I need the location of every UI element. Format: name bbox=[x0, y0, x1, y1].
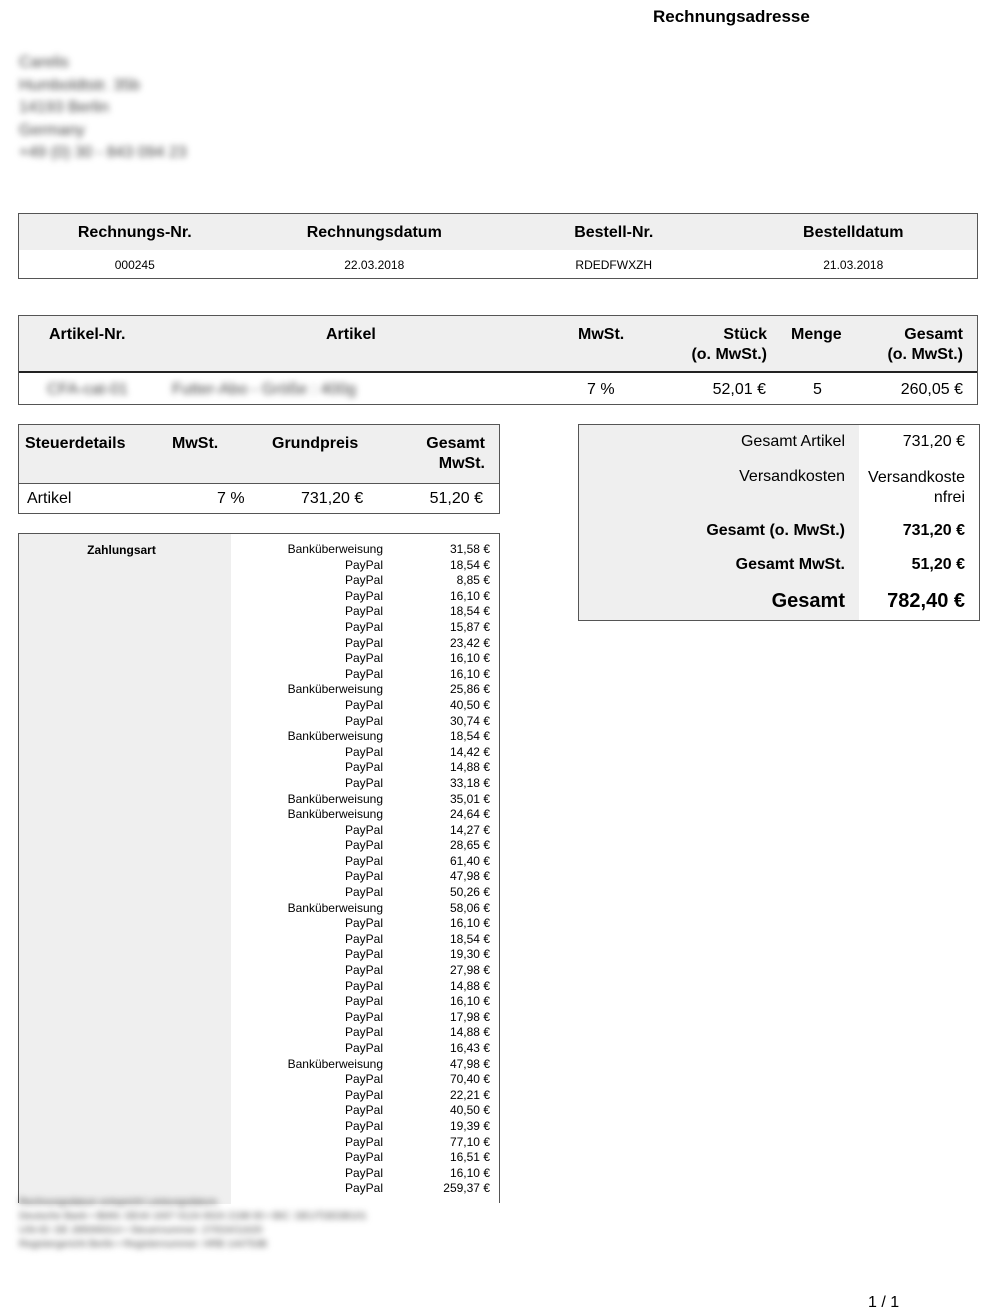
order-date: 21.03.2018 bbox=[823, 258, 884, 272]
header-invoice-number: Rechnungs-Nr. bbox=[77, 224, 192, 241]
payment-method: PayPal bbox=[344, 1181, 383, 1196]
footer bbox=[19, 1196, 367, 1252]
payment-method: PayPal bbox=[344, 775, 383, 790]
payment-method: PayPal bbox=[344, 744, 383, 759]
billing-address-title: Rechnungsadresse bbox=[653, 7, 810, 26]
invoice-number: 000245 bbox=[114, 258, 155, 272]
tax-details-row bbox=[19, 484, 499, 514]
payment-amount: 14,42 € bbox=[449, 744, 490, 759]
payment-method: Banküberweisung bbox=[287, 682, 383, 697]
payment-method: PayPal bbox=[344, 1087, 383, 1102]
invoice-info-row bbox=[19, 250, 977, 280]
payment-method: PayPal bbox=[344, 931, 383, 946]
item-quantity: 5 bbox=[813, 381, 822, 398]
payment-method: PayPal bbox=[344, 651, 383, 666]
grand-total-value: 782,40 € bbox=[887, 590, 965, 612]
payment-amount: 35,01 € bbox=[449, 791, 490, 806]
payment-method: PayPal bbox=[344, 619, 383, 634]
payment-table bbox=[18, 533, 500, 1203]
footer-line: USt-ID: DE 285069314 • Steuernummer: 27/024/11620 bbox=[19, 1225, 263, 1236]
payment-amount: 16,43 € bbox=[449, 1041, 490, 1055]
payment-method: Banküberweisung bbox=[287, 807, 383, 822]
payment-amount: 50,26 € bbox=[449, 885, 490, 900]
item-article-name: Futter-Abo - Größe : 400g bbox=[172, 381, 357, 398]
tax-row-base: 731,20 € bbox=[301, 490, 364, 507]
item-row bbox=[19, 373, 977, 406]
payment-method: PayPal bbox=[344, 1150, 383, 1165]
header-unit-price-l1: Stück bbox=[723, 326, 767, 343]
payment-method: PayPal bbox=[344, 1118, 383, 1133]
header-base-price: Grundpreis bbox=[272, 435, 359, 452]
payment-method: Banküberweisung bbox=[287, 542, 383, 556]
header-vat-total-l2: MwSt. bbox=[438, 455, 485, 472]
item-line-total: 260,05 € bbox=[900, 381, 963, 398]
payment-amount: 47,98 € bbox=[449, 1056, 490, 1071]
payment-amount: 18,54 € bbox=[449, 931, 490, 946]
payment-label-column bbox=[19, 534, 231, 1204]
payment-amount: 25,86 € bbox=[449, 682, 490, 697]
address-line: Carelis bbox=[19, 54, 69, 71]
payment-amount: 16,10 € bbox=[449, 994, 490, 1009]
payment-method: Banküberweisung bbox=[287, 791, 383, 806]
tax-details-header bbox=[19, 425, 499, 484]
header-order-number: Bestell-Nr. bbox=[574, 224, 654, 241]
net-total-label: Gesamt (o. MwSt.) bbox=[706, 522, 845, 539]
payment-amount: 17,98 € bbox=[449, 1009, 490, 1024]
grand-total-label: Gesamt bbox=[771, 590, 845, 612]
shipping-value bbox=[868, 468, 965, 508]
payment-method: PayPal bbox=[344, 947, 383, 962]
payment-method: PayPal bbox=[344, 604, 383, 619]
payment-amount: 40,50 € bbox=[449, 697, 490, 712]
payment-method: PayPal bbox=[344, 1103, 383, 1118]
items-header bbox=[19, 316, 977, 373]
payment-method: Banküberweisung bbox=[287, 900, 383, 915]
footer-line: Rechnungsdatum entspricht Leistungsdatum. bbox=[19, 1197, 220, 1208]
payment-method: PayPal bbox=[344, 1009, 383, 1024]
totals-box bbox=[578, 424, 980, 621]
payment-amount: 27,98 € bbox=[449, 963, 490, 978]
payment-method: PayPal bbox=[344, 557, 383, 572]
invoice-info-table bbox=[18, 213, 978, 279]
payment-method: PayPal bbox=[344, 588, 383, 603]
payment-method: PayPal bbox=[344, 635, 383, 650]
total-articles-label: Gesamt Artikel bbox=[740, 433, 845, 450]
address-block bbox=[19, 52, 187, 165]
header-article-number: Artikel-Nr. bbox=[49, 326, 126, 343]
payment-amount: 14,88 € bbox=[449, 978, 490, 993]
payment-method: PayPal bbox=[344, 838, 383, 853]
payment-amount: 18,54 € bbox=[449, 557, 490, 572]
tax-row-label: Artikel bbox=[27, 490, 72, 507]
tax-details-table bbox=[18, 424, 500, 514]
payment-amount: 40,50 € bbox=[449, 1103, 490, 1118]
item-article-number: CFA-cat-01 bbox=[47, 381, 128, 398]
vat-total-label: Gesamt MwSt. bbox=[735, 556, 845, 573]
payment-amount: 15,87 € bbox=[449, 619, 490, 634]
payment-amount: 24,64 € bbox=[449, 807, 490, 822]
payment-amount: 22,21 € bbox=[449, 1087, 490, 1102]
address-line: Germany bbox=[19, 121, 85, 139]
payment-amount: 16,10 € bbox=[449, 651, 490, 666]
payment-method: PayPal bbox=[344, 853, 383, 868]
payment-amount: 16,10 € bbox=[449, 1165, 490, 1180]
payment-amount: 16,51 € bbox=[449, 1150, 490, 1165]
header-vat: MwSt. bbox=[578, 326, 625, 343]
shipping-value-l1: Versandkoste bbox=[868, 469, 965, 486]
payment-method: PayPal bbox=[344, 697, 383, 712]
payment-method: PayPal bbox=[344, 869, 383, 884]
header-quantity: Menge bbox=[791, 326, 842, 343]
vat-total-value: 51,20 € bbox=[911, 556, 965, 573]
item-vat: 7 % bbox=[587, 381, 615, 398]
total-articles-value: 731,20 € bbox=[902, 433, 965, 450]
header-line-total-l2: (o. MwSt.) bbox=[887, 346, 963, 363]
payment-amount: 31,58 € bbox=[449, 542, 490, 556]
payment-method: PayPal bbox=[344, 666, 383, 681]
payment-amount: 18,54 € bbox=[449, 604, 490, 619]
payment-methods-list bbox=[231, 542, 383, 1197]
payment-method: PayPal bbox=[344, 978, 383, 993]
tax-row-vat: 7 % bbox=[217, 490, 245, 507]
payment-method: PayPal bbox=[344, 963, 383, 978]
payment-amount: 16,10 € bbox=[449, 666, 490, 681]
payment-method: PayPal bbox=[344, 573, 383, 588]
header-tax-details: Steuerdetails bbox=[25, 435, 126, 452]
header-vat-total-l1: Gesamt bbox=[426, 435, 485, 452]
payment-amount: 14,88 € bbox=[449, 1025, 490, 1040]
page-number: 1 / 1 bbox=[868, 1294, 900, 1311]
payment-amount: 70,40 € bbox=[449, 1072, 490, 1087]
footer-line: Registergericht Berlin • Registernummer: HRB 144753B bbox=[19, 1239, 268, 1250]
invoice-info-header bbox=[19, 214, 977, 250]
payment-method: PayPal bbox=[344, 1134, 383, 1149]
header-tax-vat: MwSt. bbox=[172, 435, 219, 452]
footer-line: Deutsche Bank • IBAN: DE44 1007 0124 0024 2198 00 • BIC: DEUTDEDB101 bbox=[19, 1211, 367, 1222]
payment-amounts-list bbox=[410, 542, 490, 1197]
payment-method: PayPal bbox=[344, 1041, 383, 1055]
address-line: +49 (0) 30 - 843 094 23 bbox=[19, 144, 187, 161]
payment-amount: 47,98 € bbox=[449, 869, 490, 884]
payment-amount: 58,06 € bbox=[449, 900, 490, 915]
payment-method: PayPal bbox=[344, 994, 383, 1009]
payment-amount: 16,10 € bbox=[449, 916, 490, 931]
header-article: Artikel bbox=[326, 326, 376, 343]
payment-amount: 14,27 € bbox=[449, 822, 490, 837]
payment-amount: 28,65 € bbox=[449, 838, 490, 853]
order-number: RDEDFWXZH bbox=[575, 258, 653, 272]
shipping-value-l2: nfrei bbox=[933, 489, 965, 506]
payment-method: PayPal bbox=[344, 822, 383, 837]
payment-amount: 30,74 € bbox=[449, 713, 490, 728]
header-line-total-l1: Gesamt bbox=[904, 326, 963, 343]
payment-method: PayPal bbox=[344, 1025, 383, 1040]
header-line-total bbox=[887, 325, 963, 365]
payment-amount: 18,54 € bbox=[449, 729, 490, 744]
payment-method: PayPal bbox=[344, 885, 383, 900]
payment-method: Banküberweisung bbox=[287, 729, 383, 744]
payment-method: PayPal bbox=[344, 1072, 383, 1087]
header-vat-total bbox=[426, 434, 485, 474]
tax-row-total: 51,20 € bbox=[429, 490, 483, 507]
payment-method: PayPal bbox=[344, 916, 383, 931]
payment-amount: 8,85 € bbox=[456, 573, 490, 588]
payment-method: PayPal bbox=[344, 713, 383, 728]
invoice-date: 22.03.2018 bbox=[344, 258, 405, 272]
payment-amount: 19,39 € bbox=[449, 1118, 490, 1133]
header-unit-price-l2: (o. MwSt.) bbox=[691, 346, 767, 363]
payment-amount: 259,37 € bbox=[443, 1181, 490, 1196]
payment-amount: 77,10 € bbox=[449, 1134, 490, 1149]
payment-method: PayPal bbox=[344, 1165, 383, 1180]
payment-amount: 19,30 € bbox=[449, 947, 490, 962]
header-unit-price bbox=[691, 325, 767, 365]
header-order-date: Bestelldatum bbox=[803, 224, 904, 241]
payment-method-label: Zahlungsart bbox=[87, 543, 156, 557]
header-invoice-date: Rechnungsdatum bbox=[306, 224, 442, 241]
items-table bbox=[18, 315, 978, 405]
payment-amount: 61,40 € bbox=[449, 853, 490, 868]
payment-amount: 14,88 € bbox=[449, 760, 490, 775]
payment-method: Banküberweisung bbox=[287, 1056, 383, 1071]
payment-amount: 33,18 € bbox=[449, 775, 490, 790]
shipping-label: Versandkosten bbox=[739, 468, 845, 485]
address-line: Humboldtstr. 35b bbox=[19, 76, 140, 94]
payment-method: PayPal bbox=[344, 760, 383, 775]
payment-amount: 16,10 € bbox=[449, 588, 490, 603]
net-total-value: 731,20 € bbox=[902, 522, 965, 539]
address-line: 14193 Berlin bbox=[19, 99, 109, 116]
payment-amount: 23,42 € bbox=[449, 635, 490, 650]
item-unit-price: 52,01 € bbox=[712, 381, 766, 398]
